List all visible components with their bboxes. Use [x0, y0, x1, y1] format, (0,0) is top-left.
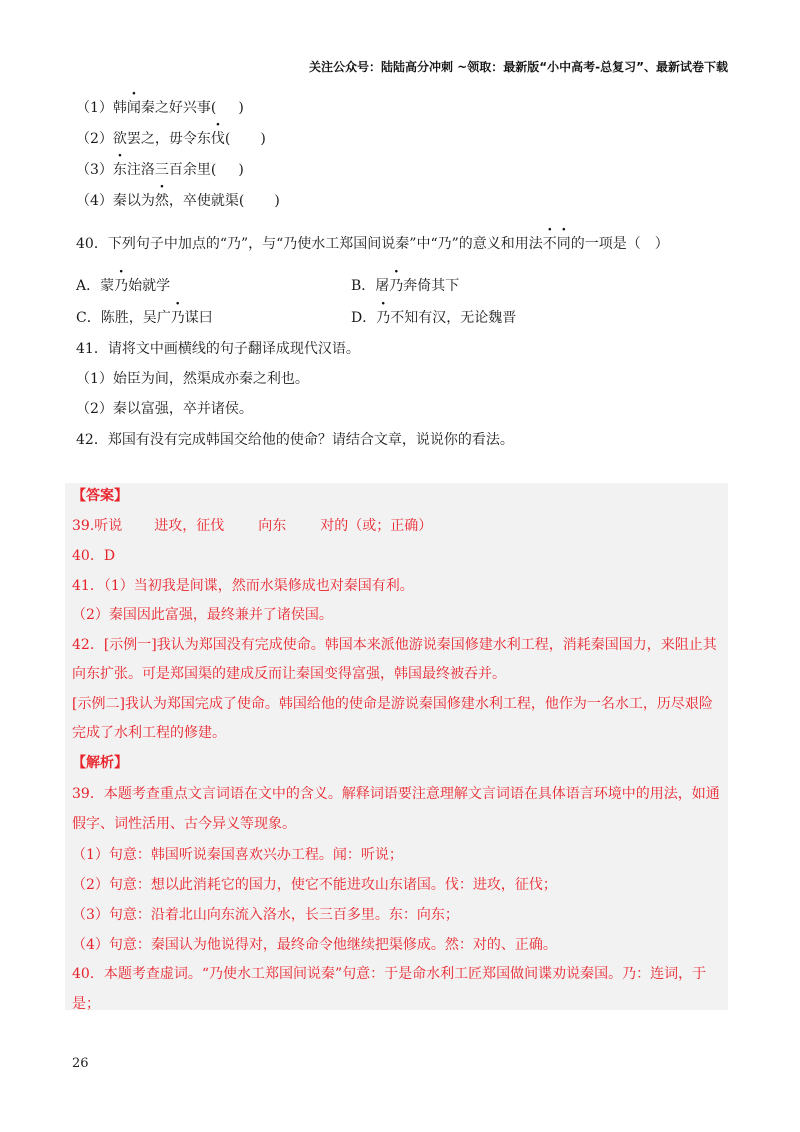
answer-42-example1-line1: 42．[示例一]我认为郑国没有完成使命。韩国本来派他游说秦国修建水利工程，消耗秦国国力，来阻止其 — [72, 637, 717, 653]
q41-stem: 41．请将文中画横线的句子翻译成现代汉语。 — [76, 341, 360, 357]
answer-42-example1-line2: 向东扩张。可是郑国渠的建成反而让秦国变得富强，韩国最终被吞并。 — [72, 666, 506, 682]
q41-item-2: （2）秦以富强，卒并诸侯。 — [76, 401, 253, 417]
emphasis-dot-char: 然 — [154, 193, 169, 209]
q42-stem: 42．郑国有没有完成韩国交给他的使命？请结合文章，说说你的看法。 — [76, 432, 514, 448]
q40-option-d: D．乃不知有汉，无论魏晋 — [351, 310, 517, 326]
page-header: 关注公众号：陆陆高分冲刺 ~领取：最新版“小中高考-总复习”、最新试卷下载 — [309, 60, 728, 74]
analysis-39-1: （1）句意：韩国听说秦国喜欢兴办工程。闻：听说； — [72, 847, 403, 863]
emphasis-dot-char: 闻 — [126, 100, 141, 116]
analysis-39-line2: 假字、词性活用、古今异义等现象。 — [72, 816, 296, 832]
answer-41-1: 41．（1）当初我是间谍，然而水渠修成也对秦国有利。 — [72, 578, 414, 594]
q40-stem: 40．下列句子中加点的“乃”，与“乃使水工郑国间说秦”中“乃”的意义和用法不同的一项是（ ） — [76, 236, 669, 252]
analysis-39-line1: 39．本题考查重点文言词语在文中的含义。解释词语要注意理解文言词语在具体语言环境中的用法，如通 — [72, 786, 720, 802]
answer-39: 39.听说 进攻，征伐 向东 对的（或；正确） — [72, 518, 433, 534]
answer-40: 40．D — [72, 548, 116, 564]
q41-item-1: （1）始臣为间，然渠成亦秦之利也。 — [76, 371, 309, 387]
emphasis-dot-char: 伐 — [210, 131, 225, 147]
q39-item-2: （2）欲罢之，毋令东伐( ) — [76, 131, 266, 147]
analysis-39-3: （3）句意：沿着北山向东流入洛水，长三百多里。东：向东； — [72, 907, 459, 923]
answer-42-example2-line1: [示例二]我认为郑国完成了使命。韩国给他的使命是游说秦国修建水利工程，他作为一名水工，历尽艰险 — [72, 696, 713, 712]
q39-item-1: （1）韩闻秦之好兴事( ) — [76, 100, 244, 116]
analysis-40-line2: 是； — [72, 996, 100, 1012]
answer-analysis-panel — [65, 483, 728, 1010]
answer-41-2: （2）秦国因此富强，最终兼并了诸侯国。 — [72, 607, 333, 623]
q40-option-c: C．陈胜，吴广乃谋曰 — [76, 310, 213, 326]
q40-option-a: A．蒙乃始就学 — [76, 278, 171, 294]
analysis-39-4: （4）句意：秦国认为他说得对，最终命令他继续把渠修成。然：对的、正确。 — [72, 937, 557, 953]
q40-option-b: B．屠乃奔倚其下 — [351, 278, 460, 294]
page-number: 26 — [72, 1056, 89, 1071]
answer-42-example2-line2: 完成了水利工程的修建。 — [72, 725, 226, 741]
q39-item-3: （3）东注洛三百余里( ) — [76, 162, 244, 178]
analysis-39-2: （2）句意：想以此消耗它的国力，使它不能进攻山东诸国。伐：进攻，征伐； — [72, 877, 557, 893]
emphasis-dot-char: 东 — [112, 162, 127, 178]
q39-item-4: （4）秦以为然，卒使就渠( ) — [76, 193, 280, 209]
analysis-title: 【解析】 — [72, 755, 128, 771]
analysis-40-line1: 40．本题考查虚词。“乃使水工郑国间说秦”句意：于是命水利工匠郑国做间谍劝说秦国。乃：连词，于 — [72, 966, 707, 982]
answer-title: 【答案】 — [72, 488, 128, 504]
